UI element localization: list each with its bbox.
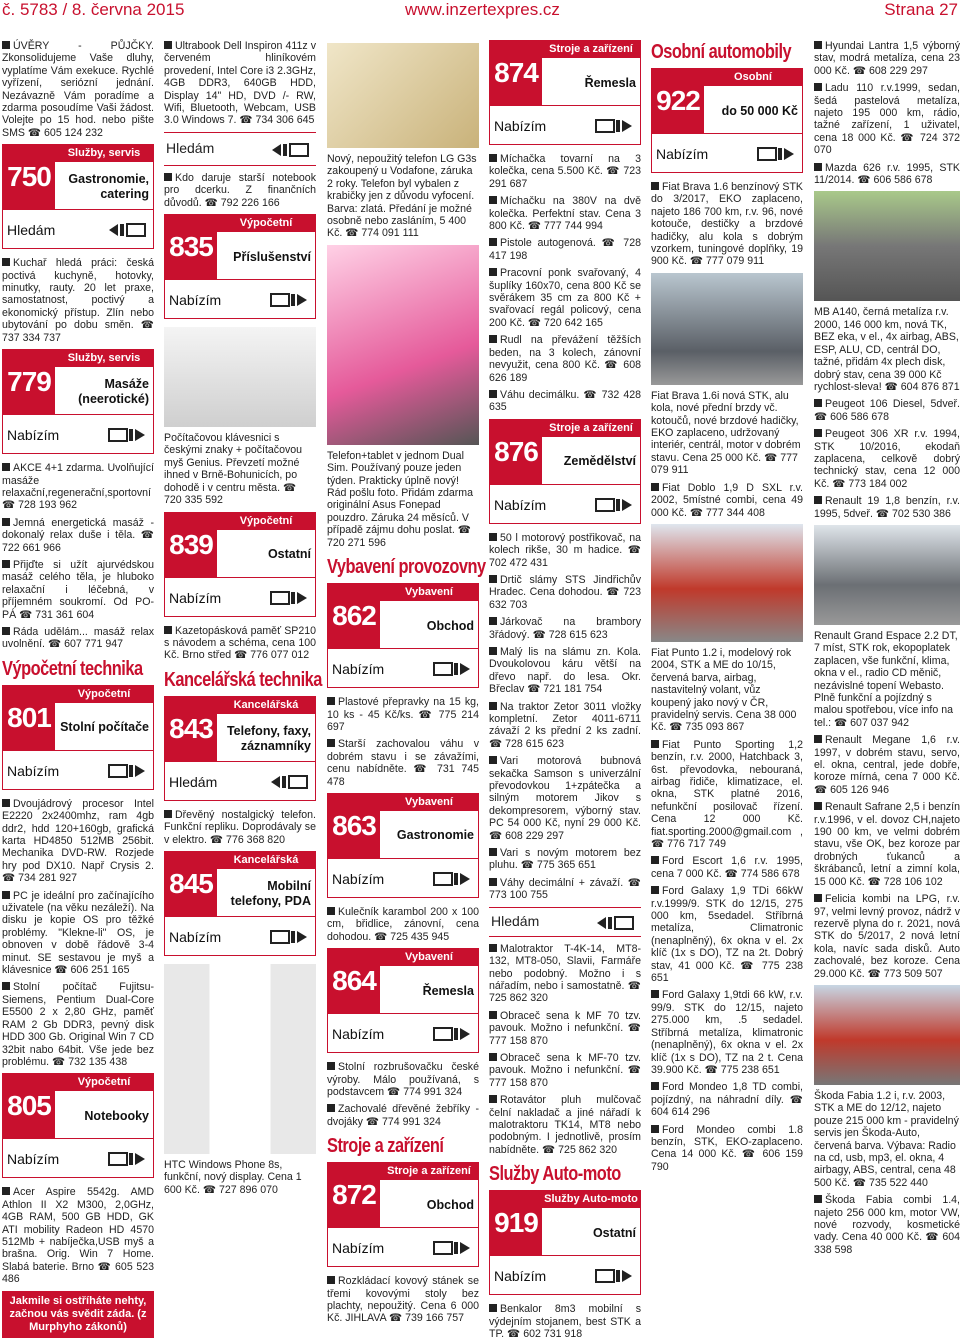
offer-arrow-icon xyxy=(594,1266,634,1286)
car-photo xyxy=(651,273,803,385)
classified-ad: Ford Mondeo 1,8 TD combi, pojízdný, na náhradní díly. ☎ 604 614 296 xyxy=(651,1081,803,1119)
section-heading: Výpočetní technika xyxy=(2,657,143,680)
classified-ad: Rudl na převážení těžších beden, na 3 kolech, zánovní nevyužit, cena 800 Kč. ☎ 608 626 189 xyxy=(489,334,641,384)
classified-ad: Ráda udělám... masáž relax uvolnění. ☎ 607 771 947 xyxy=(2,625,154,651)
category-group: Výpočetní technika xyxy=(77,687,131,715)
classified-ad: Renault Megane 1,6 r.v. 1997, v dobrém stavu, servo, el. okna, central, jede dobře, korozе mírná, cena 7 000 Kč. ☎ 605 126 946 xyxy=(814,734,960,796)
classified-ad: Starší zachovalou váhu v dobrém stavu i se závažími, cenu nabídněte. ☎ 731 745 478 xyxy=(327,738,479,788)
category-box-843 xyxy=(164,696,316,801)
section-heading: Stroje a zařízení xyxy=(327,1135,444,1158)
category-group: Kancelářská technika xyxy=(233,853,299,881)
category-title: Řemesla xyxy=(422,983,474,998)
column-5 xyxy=(651,40,803,1324)
category-type: Nabízím xyxy=(332,661,385,678)
car-photo xyxy=(814,985,960,1085)
category-title: do 50 000 Kč xyxy=(721,103,798,118)
classified-ad: Ford Galaxy 1,9tdi 66 kW, r.v. 99/9. STK do 12/15, najeto 275.000 km, .5 sedadel. Stříbrná metalíza, klimatronic (nenaplněný), 6x okna v el. 2x klíč (1x s DO), TZ na 2 t. Cena 39.900 Kč. ☎ 775 238 651 xyxy=(651,989,803,1076)
murphy-quote: Jakmile si ostříháte nehty, začnou vás svědit záda. (z Murphyho zákonů) xyxy=(2,1291,154,1338)
category-title: Obchod xyxy=(426,618,474,633)
classified-ad: Acer Aspire 5542g. AMD Athlon II X2 M300, 2,0GHz, 4GB RAM, 500 GB HDD, GK ATI mobility Radeon HD 4570 512Mb + nabíječka,USB myš a brašna. Orig. Win 7 Home. Slabá baterie. Brno ☎ 605 523 486 xyxy=(2,1186,154,1286)
category-title: Mobilní telefony, PDA xyxy=(230,878,311,908)
issue-label: č. 5783 / 8. června 2015 xyxy=(2,0,185,19)
classified-ad: Váhy decimální + závaží. ☎ 773 100 755 xyxy=(489,876,641,902)
classified-ad: Mazda 626 r.v. 1995, STK 11/2014. ☎ 606 586 678 xyxy=(814,161,960,187)
phone-photo xyxy=(327,43,479,148)
classified-ad: Stolní počítač Fujitsu-Siemens, Pentium Dual-Core E5500 2 x 2,80 GHz, paměť RAM 2 Gb DDR3, pevný disk HDD 300 Gb. Original Win 7 CD 32bit nabo 64bit. Vše jede bez problému. ☎ 732 135 438 xyxy=(2,981,154,1068)
category-type: Nabízím xyxy=(332,1026,385,1043)
hledam-strip xyxy=(489,907,641,937)
offer-arrow-icon xyxy=(432,659,472,679)
category-number: 876 xyxy=(490,420,542,484)
category-number: 919 xyxy=(490,1191,542,1255)
classified-ad: Ford Escort 1,6 r.v. 1995, cena 7 000 Kč. ☎ 774 586 678 xyxy=(651,855,803,880)
classified-ad: Fiat Doblo 1,9 D SXL r.v. 2002, 5místné combi, cena 49 000 Kč. ☎ 777 344 408 xyxy=(651,481,803,519)
photo-caption: MB A140, černá metalíza r.v. 2000, 146 000 km, nová TK, BEZ ekа, v el., 4x airbag, ABS, ESP, ALU, CD, centrál DO, tažné, přidám 4x plech disk, dobrý stav, cena 39 000 Kč rychlost-sleva! ☎ 604 876 871 xyxy=(814,306,960,393)
category-type: Nabízím xyxy=(169,928,222,945)
category-box-801 xyxy=(2,685,154,790)
offer-arrow-icon xyxy=(432,1238,472,1258)
photo-caption: Nový, nepoužitý telefon LG G3s zakoupený u Vodafone, záruka 2 roky. Telefon byl vybalen z krabičky jen z důvodu vyfocení. Barva: zlatá. Předání je možné osobně nebo zasláním, 5 400 Kč. ☎ 774 091 111 xyxy=(327,153,477,240)
category-box-863 xyxy=(327,793,479,898)
category-number: 750 xyxy=(3,145,55,209)
offer-arrow-icon xyxy=(269,588,309,608)
photo-caption: Počítačovou klávesnici s českými znaky + počítačovou myš Genius. Převzetí možné ihned v Brně-Bohunicích, po dohodě i v centru města. ☎ 720 335 592 xyxy=(164,432,303,507)
offer-arrow-icon xyxy=(432,869,472,889)
offer-arrow-icon xyxy=(432,1024,472,1044)
category-group: Vybavení provozovny xyxy=(398,951,460,979)
category-title: Masáže (neerotické) xyxy=(78,377,149,407)
offer-arrow-icon xyxy=(756,144,796,164)
car-photo xyxy=(814,525,960,625)
classified-ad: Kulečník karambol 200 x 100 cm, břidlice, zánovní, cena dohodou. ☎ 725 435 945 xyxy=(327,905,479,943)
photo-caption: Renault Grand Espace 2.2 DT, 7 míst, STK rok, ekopoplatek zaplacen, vše funkční, klima, okna v el., radio CD měnič, nezávislné topení Webasto. Plně funkční a pojízdný s malou spotřebou, více info na tel.: ☎ 607 037 942 xyxy=(814,629,958,729)
category-type: Hledám xyxy=(491,912,540,929)
category-title: Zemědělství xyxy=(563,454,636,469)
category-number: 843 xyxy=(165,697,217,761)
category-number: 835 xyxy=(165,215,217,279)
column-1 xyxy=(2,40,154,1333)
classified-ad: Fiat Brava 1.6 benzínový STK do 3/2017, EKO zaplaceno, najeto 186 700 km, r.v. 96, nové kotouče, destičky a brzdové hadičky, alu kola s dobrým vzorkem, tuningové doplňky, 19 900 Kč. ☎ 777 079 911 xyxy=(651,181,803,268)
classified-ad: Pistole autogenová. ☎ 728 417 198 xyxy=(489,237,641,262)
classified-ad: Malý lis na slámu zn. Kola. Dvoukolovou káru větší na dřevo např. do lesa. Okr. Břeclav ☎ 721 181 754 xyxy=(489,645,641,696)
classified-ad: Obraceč sena k MF 70 tzv. pavouk. Možno i nefunkční. ☎ 777 158 870 xyxy=(489,1009,641,1047)
category-number: 872 xyxy=(328,1163,380,1227)
classified-ad: Ladu 110 r.v.1999, sedan, šedá pastelová metalíza, najeto 195 000 km, rádio, tažné zařízení, 1 uživatel, cena 18 000 Kč. ☎ 724 372 070 xyxy=(814,82,960,157)
classified-ad: Peugeot 306 XR r.v. 1994, STK 10/2016, ekodaň zaplacena, celkově dobrý technický stav, cena 12 000 Kč. ☎ 773 184 002 xyxy=(814,428,960,490)
category-title: Ostatní xyxy=(267,547,311,561)
classified-ad: Na traktor Zetor 3011 vložky kompletní. Zetor 4011-6711 závaží 2 ks přední 2 ks zadní. ☎ 728 615 623 xyxy=(489,700,641,750)
category-box-835 xyxy=(164,214,316,319)
classified-ad: Přijďte si užít ajurvédskou masáž celého těla, je hluboko relaxační i léčebná, v příjemném soukromí. Od PO-PÁ ☎ 731 361 604 xyxy=(2,558,154,621)
category-number: 805 xyxy=(3,1074,55,1138)
classified-ad: Rozkládací kovový stánek se třemi kovovými stoly bez plachty, nepoužitý. Cena 6 000 Kč. JIHLAVA ☎ 739 166 757 xyxy=(327,1275,479,1325)
classified-ad: Renault 19 1,8 benzín, r.v. 1995, 5dveř. ☎ 702 530 386 xyxy=(814,495,960,520)
classified-ad: Vari motorová bubnová sekačka Samson s univerzální převodovkou 1+zpátečka a silným motorem Jikov s dekompresorem, výborný stav. PC 54 000 Kč, nyní 29 000 Kč. ☎ 608 229 297 xyxy=(489,755,641,842)
classified-ad: Vari s novým motorem bez pluhu. ☎ 775 365 651 xyxy=(489,847,641,872)
classified-ad: Pracovní ponk svařovaný, 4 šuplíky 160x70, cena 800 Kč se svěrákem 35 cm za 800 Kč + svařovací regál policový, cena 200 Kč. ☎ 720 642 165 xyxy=(489,267,641,329)
site-url[interactable]: www.inzertexpres.cz xyxy=(405,0,560,19)
offer-arrow-icon xyxy=(107,761,147,781)
category-type: Nabízím xyxy=(494,118,547,134)
classified-ad: Benkalor 8m3 mobilní s výdejním stojanem, best STK a TP. ☎ 602 731 918 xyxy=(489,1303,641,1340)
category-box-845 xyxy=(164,851,316,956)
classified-ad: Škoda Fabia combi 1.4, najeto 256 000 km, motor VW, nové rozvody, kosmetické vady. Cena 40 000 Kč. ☎ 604 338 598 xyxy=(814,1194,960,1256)
classified-ad: Kdo daruje starší notebook pro dcerku. Z finančních důvodů. ☎ 792 226 166 xyxy=(164,171,316,209)
classified-ad: 50 l motorový postřikovač, na kolech rikše, 30 m hadice. ☎ 702 472 431 xyxy=(489,531,641,569)
category-group: Osobní automobily xyxy=(723,71,783,98)
classified-ad: Ford Galaxy 1,9 TDi 66kW r.v.1999/9. STK do 12/15, 275 000 km, 5sedadel. Stříbrná metalíza, Climatronic (nenaplněný), 6x okna v el. 2x klíč (1x s DO), TZ na 2t. Dobrý stav, 41 000 Kč. ☎ 775 238 651 xyxy=(651,885,803,985)
category-type: Nabízím xyxy=(656,146,709,162)
hledam-strip xyxy=(164,132,316,166)
category-number: 839 xyxy=(165,513,217,577)
category-group: Služby, servis xyxy=(67,147,141,160)
category-number: 864 xyxy=(328,949,380,1013)
category-box-874 xyxy=(489,40,641,145)
photo-caption: Fiat Punto 1.2 i, modelový rok 2004, STK a ME do 10/15, červená barva, airbag, nastavitelný volant, vůz koupený jako nový v ČR, pravidelný servis. Cena 38 000 Kč. ☎ 735 093 867 xyxy=(651,646,797,734)
category-group: Vybavení provozovny xyxy=(398,795,460,823)
classified-ad: Míchačka tovarní na 3 kolečka, cena 5.500 Kč. ☎ 723 291 687 xyxy=(489,153,641,190)
page-number: Strana 27 xyxy=(884,0,958,19)
photo-caption: Škoda Fabia 1.2 i, r.v. 2003, STK a ME do 12/12, najeto pouze 215 000 km - pravidelný servis jen Škoda-Auto, červená barva. Výbava: Radio na cd, usb, mp3, el. okna, 4 airbagy, ABS, central, cena 48 500 Kč. ☎ 735 522 440 xyxy=(814,1089,959,1189)
section-heading: Vybavení provozovny xyxy=(327,556,486,579)
classified-ad: Stolní rozbrušovačku české výroby. Málo používaná, s podstavcem ☎ 774 991 324 xyxy=(327,1061,479,1098)
classified-ad: AKCE 4+1 zdarma. Uvolňující masáže relaxační,regenerační,sportovní ☎ 728 193 962 xyxy=(2,462,154,512)
column-2 xyxy=(164,40,322,1324)
category-box-805 xyxy=(2,1073,154,1178)
classified-ad: Váhu decimálku. ☎ 732 428 635 xyxy=(489,388,641,414)
category-title: Příslušenství xyxy=(233,249,311,264)
category-number: 801 xyxy=(3,686,55,750)
category-box-922 xyxy=(651,68,803,173)
category-title: Telefony, faxy, záznamníky xyxy=(226,723,311,753)
category-number: 779 xyxy=(3,350,55,414)
section-heading: Osobní automobily xyxy=(651,41,792,63)
category-box-919 xyxy=(489,1190,641,1295)
category-type: Nabízím xyxy=(7,1151,60,1168)
classified-ad: Ultrabook Dell Inspiron 411z v červeném hliníkovém provedení, Intel Core i3 2.3GHz, 4GB DDR3, 640GB HDD, Display 14" HD, DVD /- RW, Wifi, Bluetooth, Webcam, USB 3.0 Windows 7. ☎ 734 306 645 xyxy=(164,40,316,127)
search-arrow-icon xyxy=(595,913,635,933)
classified-ad: Dvoujádrový procesor Intel E2220 2x2400mhz, ram 4gb ddr2, hdd 120+160gb, grafická karta HD4850 512MB 256bit. Mechanika DVD-RW. Rozjede hry pod DX10. Např Crysis 2. ☎ 734 281 927 xyxy=(2,797,154,885)
classified-ad: Ford Mondeo combi 1.8 benzín, STK, EKO-zaplaceno. Cena 14 000 Kč. ☎ 606 159 790 xyxy=(651,1123,803,1173)
category-type: Nabízím xyxy=(332,870,385,887)
classified-ad: Dřevěný nostalgický telefon. Funkční repliku. Doprodávaly se v elektro. ☎ 776 368 820 xyxy=(164,808,316,846)
category-box-750 xyxy=(2,144,154,249)
classified-ad: Kazetopásková paměť SP210 s návodem a schéma, cena 100 Kč. Brno střed ☎ 776 077 012 xyxy=(164,624,316,662)
category-number: 863 xyxy=(328,794,380,858)
category-box-876 xyxy=(489,419,641,524)
classified-ad: Hyundai Lantra 1,5 výborný stav, modrá metalíza, cena 23 000 Kč. ☎ 608 229 297 xyxy=(814,40,960,77)
category-group: Výpočetní technika xyxy=(239,217,293,245)
category-title: Notebooky xyxy=(84,1108,149,1123)
section-heading: Kancelářská technika xyxy=(164,668,322,691)
column-4 xyxy=(489,40,641,1340)
category-type: Nabízím xyxy=(169,589,222,606)
search-arrow-icon xyxy=(270,140,310,160)
category-number: 922 xyxy=(652,69,704,133)
category-type: Nabízím xyxy=(494,1268,547,1285)
page-header xyxy=(0,0,960,20)
classified-ad: Obraceč sena k MF-70 tzv. pavouk. Možno i nefunkční. ☎ 777 158 870 xyxy=(489,1051,641,1089)
offer-arrow-icon xyxy=(269,290,309,310)
category-type: Hledám xyxy=(166,139,215,156)
category-box-872 xyxy=(327,1162,479,1267)
category-group: Stroje a zařízení xyxy=(387,1165,471,1178)
column-6 xyxy=(814,40,960,1324)
category-group: Kancelářská technika xyxy=(233,698,299,726)
category-title: Řemesla xyxy=(584,75,636,90)
category-type: Nabízím xyxy=(7,427,60,444)
category-title: Stolní počítače xyxy=(60,720,149,735)
category-type: Nabízím xyxy=(7,762,60,779)
category-title: Gastronomie xyxy=(396,828,474,843)
category-group: Služby Auto-moto xyxy=(544,1193,638,1206)
category-title: Ostatní xyxy=(592,1225,636,1240)
classified-ad: Míchačku na 380V na dvě kolečka. Perfektní stav. Cena 3 800 Kč. ☎ 777 744 994 xyxy=(489,195,641,233)
offer-arrow-icon xyxy=(594,116,634,136)
classified-ad: Drtič slámy STS Jindřichův Hradec. Cena dohodou. ☎ 723 632 703 xyxy=(489,573,641,611)
column-3 xyxy=(327,40,486,1325)
category-box-839 xyxy=(164,512,316,617)
classified-ad: Járkovač na brambory 3řádový. ☎ 728 615 623 xyxy=(489,616,641,641)
category-group: Služby, servis xyxy=(67,352,141,365)
category-group: Stroje a zařízení xyxy=(549,43,633,55)
offer-arrow-icon xyxy=(269,927,309,947)
category-group: Výpočetní technika xyxy=(239,514,293,542)
classified-ad: PC je ideální pro začínajícího uživatele (na věku nezáleží). Na disku je kopie OS pro těžké problémy. "Klekne-li" OS, je obnoven v době řádově 3-4 minut. SE sestavou je myš a klávesnice ☎ 606 251 165 xyxy=(2,889,154,977)
classified-ad: Peugeot 106 Diesel, 5dveř. ☎ 606 586 678 xyxy=(814,398,960,423)
tablet-photo xyxy=(327,245,479,445)
classified-ad: Kuchař hledá práci: česká poctivá kuchyně, hotovky, minutky, rauty. 20 let praxe, samostatnost, poctivý a ekonomický přístup. Zlín nebo ubytování po dobu směn. ☎ 737 334 737 xyxy=(2,257,154,344)
section-heading: Služby Auto-moto xyxy=(489,1163,621,1186)
category-type: Nabízím xyxy=(332,1240,385,1257)
category-group: Vybavení provozovny xyxy=(398,586,460,614)
photo-caption: Telefon+tablet v jednom Dual Sim. Používaný pouze jeden týden. Prakticky úplně nový! Rád pošlu foto. Přidám zdarma originální Asus Fonepad pouzdro. Záruka 24 měsíců. V případě zájmu dohu poslat. ☎ 720 271 596 xyxy=(327,449,474,549)
category-type: Hledám xyxy=(169,773,218,790)
category-box-862 xyxy=(327,583,479,688)
classified-ad: Plastové přepravky na 15 kg, 10 ks - 45 Kč/ks. ☎ 775 214 697 xyxy=(327,696,479,733)
classified-ad: Rotavátor pluh mulčovač čelní nakladač a jiné nářadí k malotraktoru TK14, MT8 nebo podobným. I jednotlivě, prosím nabídněte. ☎ 725 862 320 xyxy=(489,1094,641,1156)
offer-arrow-icon xyxy=(107,1149,147,1169)
search-arrow-icon xyxy=(107,220,147,240)
category-number: 845 xyxy=(165,852,217,916)
classified-ad: Malotraktor T-4K-14, MT8-132, MT8-050, Slavii, Farmáře nebo podobný. Možno i s nářadím, nebo i samostatně. ☎ 725 862 320 xyxy=(489,942,641,1005)
classified-ad: Zachovalé dřevěné žebříky - dvojáky ☎ 774 991 324 xyxy=(327,1103,479,1128)
classified-ad: Jemná energetická masáž - dokonalý relax duše i těla. ☎ 722 661 966 xyxy=(2,516,154,554)
category-title: Gastronomie, catering xyxy=(68,172,149,202)
car-photo xyxy=(814,191,960,301)
photo-caption: HTC Windows Phone 8s, funkční, nový display. Cena 1 600 Kč. ☎ 727 896 070 xyxy=(164,1158,302,1196)
classified-ad: Fiat Punto Sporting 1,2 benzín, r.v. 2000, Hatchback 3, 6st. převodovka, nebouraná, airbag řidiče, klimatizace, el. okna, STK platné 2016, nefunkční posilovač řízení. Cena 12 000 Kč. fiat.sporting.2000@gmail.com , ☎ 776 717 749 xyxy=(651,738,803,850)
category-number: 862 xyxy=(328,584,380,648)
offer-arrow-icon xyxy=(107,425,147,445)
category-number: 874 xyxy=(490,41,542,105)
keyboard-photo xyxy=(164,327,316,427)
category-box-864 xyxy=(327,948,479,1053)
category-title: Obchod xyxy=(426,1197,474,1212)
category-type: Hledám xyxy=(7,222,56,239)
classified-ad: Renault Safrane 2,5 i benzín r.v.1996, v el. dovoz CH,najeto 190 00 km, ve velmi dobrém stavu, vše OK, bez koroze par drobných ťukanců a škrábanců, letní a zimní kola, 15 000 Kč. ☎ 728 106 102 xyxy=(814,801,960,888)
classified-ad: ÚVĚRY - PŮJČKY. Zkonsolidujeme Vaše dluhy, vyplatíme Vám exekuce. Rychlé vyřízení, seriózní jednání. Nezávazně Vám poradíme a zdarma posoudíme Vaši žádost. Volejte po 15 hod. nebo pište SMS ☎ 605 124 232 xyxy=(2,40,154,139)
photo-caption: Fiat Brava 1.6i nová STK, alu kola, nové přední brzdy vč. kotoučů, nové brzdové hadičky, EKO zaplaceno, udržovaný interiér, centrál, motor v dobrém stavu. Cena 25 000 Kč. ☎ 777 079 911 xyxy=(651,389,801,477)
classified-ad: Felicia kombi na LPG, r.v. 97, velmi levný provoz, nádrž v rezervě plyna do r. 2021, nová STK do 5/2017, 2 nová letní kola, navíc sada disků. Auto zachovalé, bez koroze. Cena 29.000 Kč. ☎ 773 509 507 xyxy=(814,893,960,980)
car-photo xyxy=(651,524,803,642)
category-type: Nabízím xyxy=(169,292,222,309)
search-arrow-icon xyxy=(269,772,309,792)
offer-arrow-icon xyxy=(594,495,634,515)
category-box-779 xyxy=(2,349,154,454)
category-type: Nabízím xyxy=(494,496,547,513)
phone-photo xyxy=(164,964,316,1154)
category-group: Výpočetní technika xyxy=(77,1076,131,1104)
category-group: Stroje a zařízení xyxy=(549,421,633,434)
